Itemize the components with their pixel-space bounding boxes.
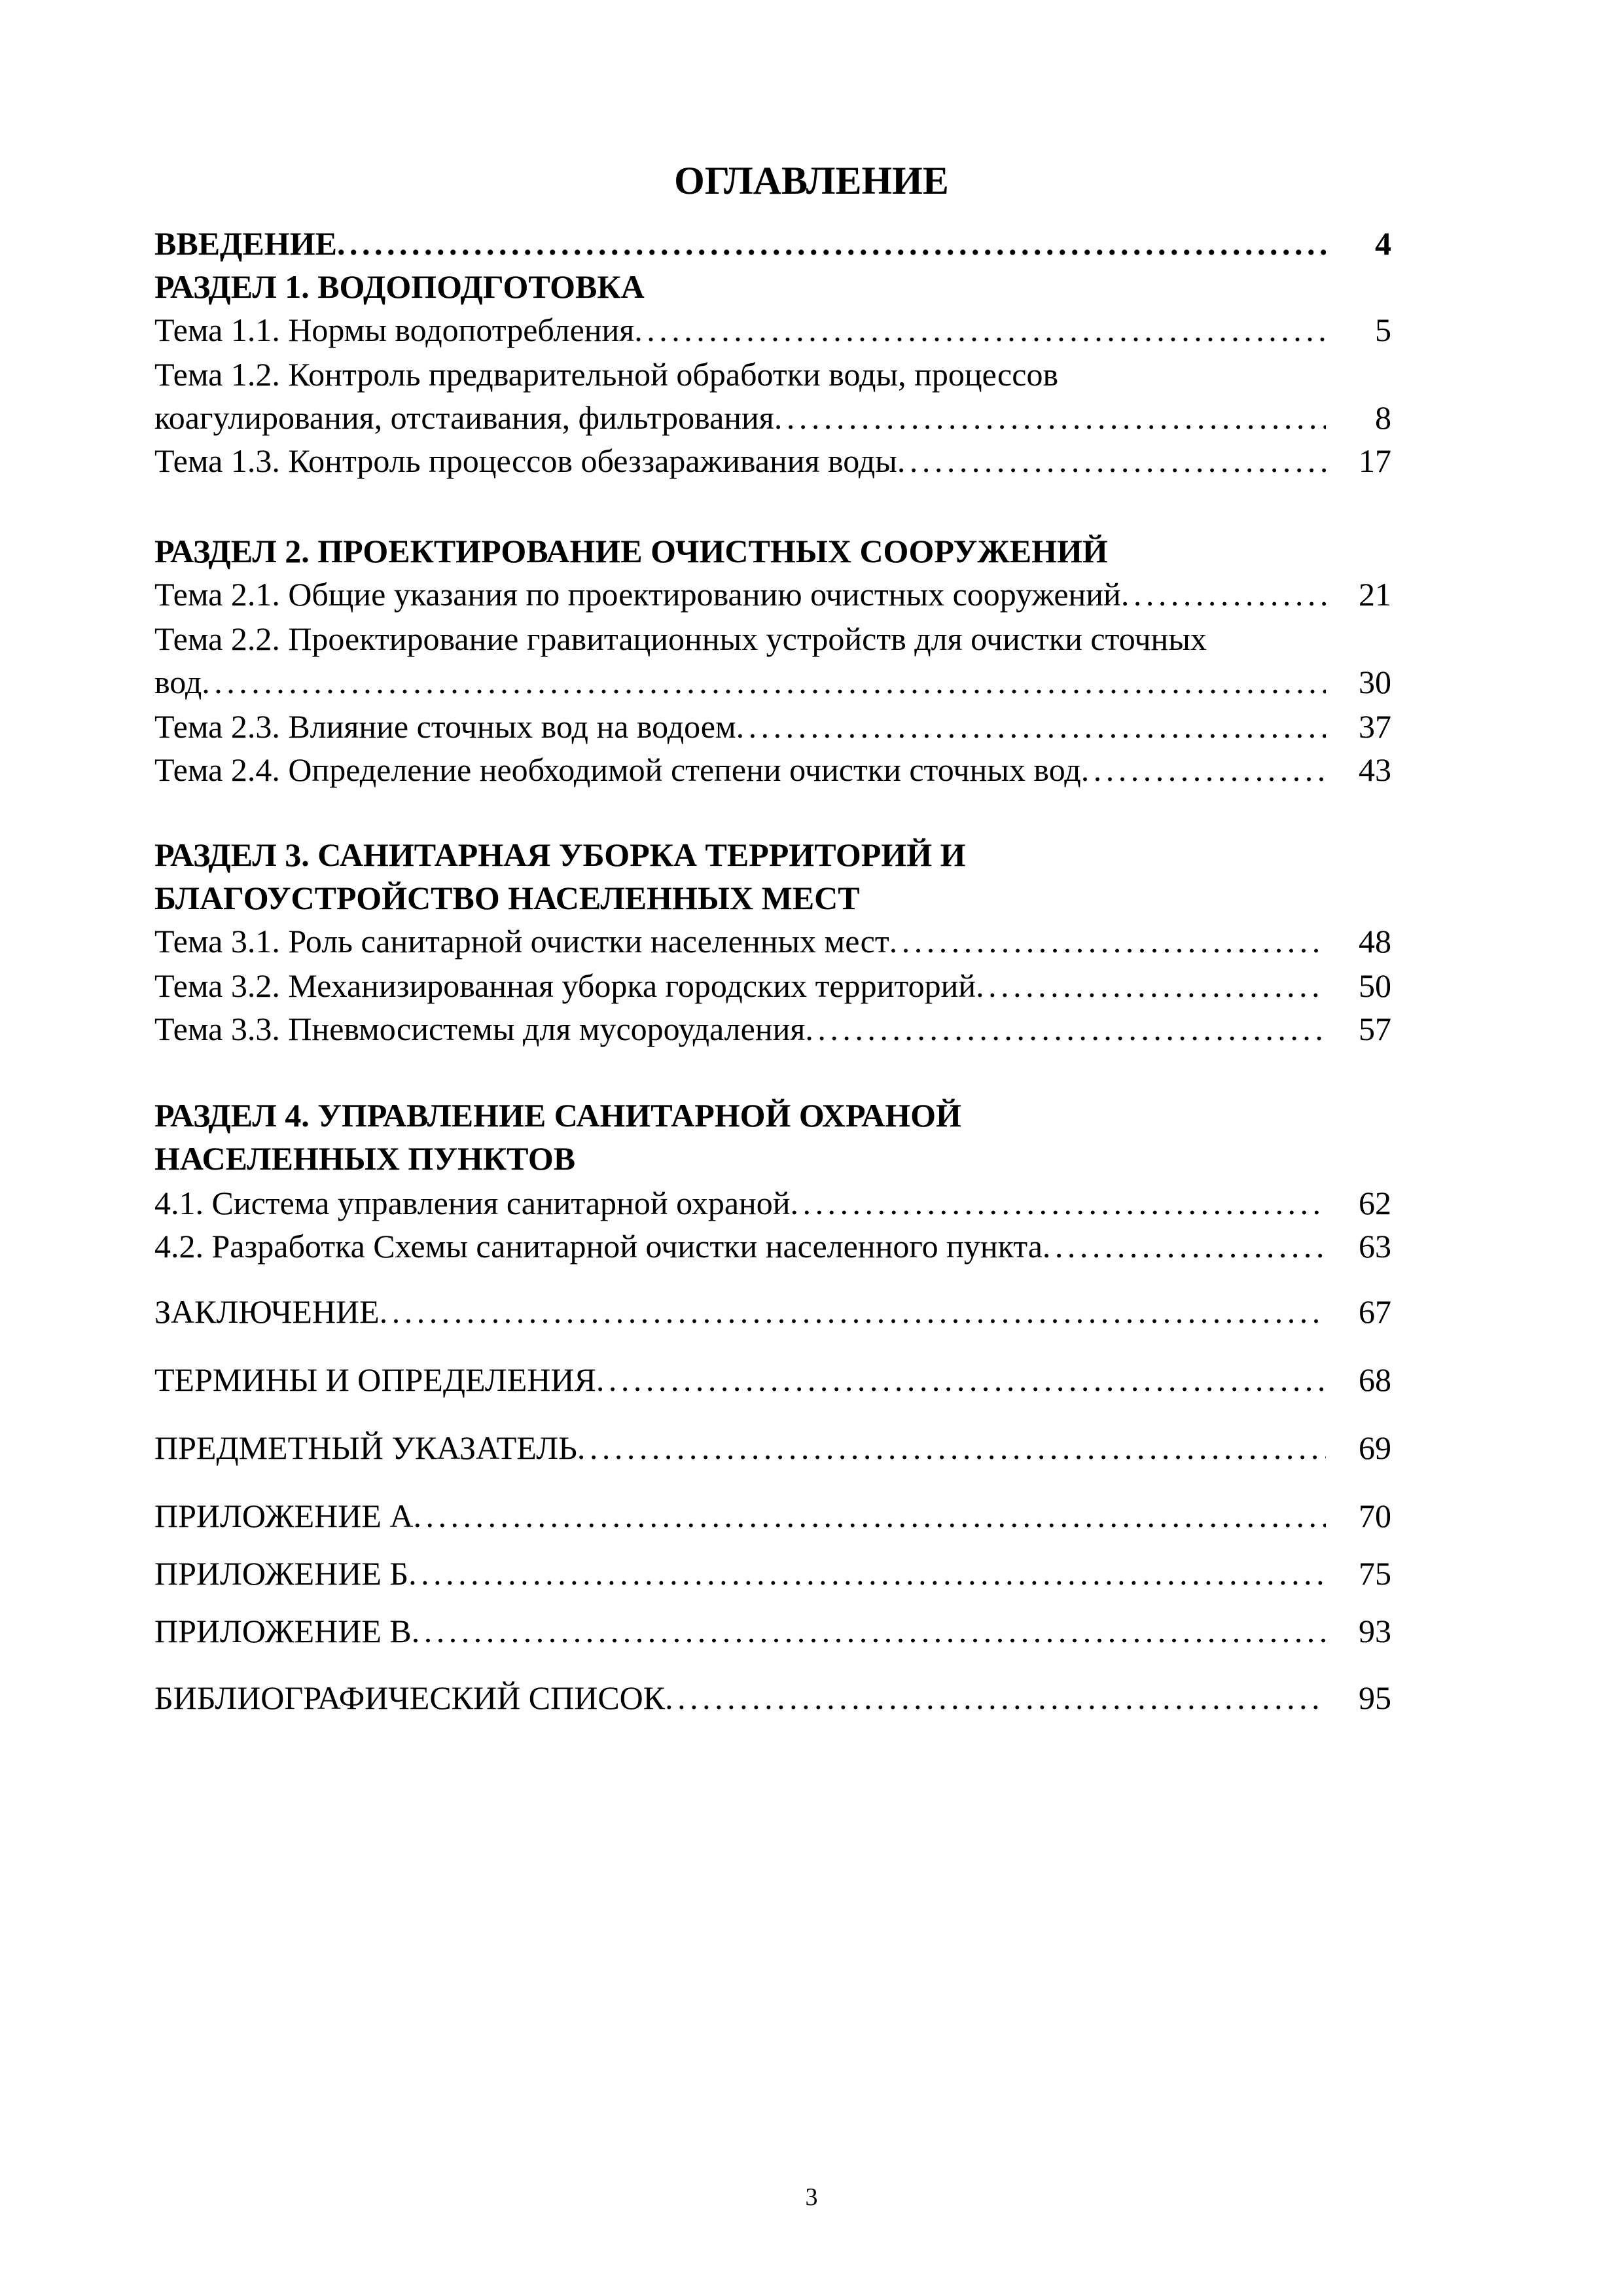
toc-entry-page: 67 [1359,1293,1391,1330]
dot-leader [596,1357,1326,1402]
toc-entry-page: 62 [1359,1185,1391,1221]
section-4-heading-continuation[interactable]: НАСЕЛЕННЫХ ПУНКТОВ [154,1140,576,1177]
toc-entry-bibliography[interactable] [154,1676,1391,1720]
toc-entry-label: 4.1. Система управления санитарной охраной [154,1185,791,1221]
toc-entry-appendix-b[interactable] [154,1551,1391,1596]
toc-entry-2-4[interactable] [154,747,1391,792]
toc-entry-label: Тема 1.3. Контроль процессов обеззараживания воды [154,442,897,479]
toc-entry-page: 37 [1359,708,1391,745]
toc-entry-page: 8 [1375,399,1391,436]
toc-entry-page: 50 [1359,967,1391,1004]
toc-entry-label: ЗАКЛЮЧЕНИЕ [154,1293,380,1330]
dot-leader [634,308,1326,352]
dot-leader [1121,572,1326,617]
toc-entry-label: Тема 2.1. Общие указания по проектированию очистных сооружений [154,576,1121,613]
toc-entry-label: БИБЛИОГРАФИЧЕСКИЙ СПИСОК [154,1679,666,1716]
toc-entry-label: Тема 3.2. Механизированная уборка городских территорий [154,967,976,1004]
toc-entry-2-2[interactable]: Тема 2.2. Проектирование гравитационных устройств для очистки сточных [154,620,1207,657]
dot-leader [380,1289,1326,1334]
toc-entry-label: ПРИЛОЖЕНИЕ А [154,1498,414,1534]
dot-leader [665,1676,1326,1720]
toc-entry-page: 57 [1359,1011,1391,1047]
toc-entry-4-2[interactable] [154,1224,1391,1268]
dot-leader [337,221,1326,266]
dot-leader [736,704,1326,749]
toc-entry-label: Тема 1.1. Нормы водопотребления [154,312,635,348]
toc-entry-page: 70 [1359,1498,1391,1534]
toc-entry-3-2[interactable] [154,963,1391,1008]
toc-entry-terms[interactable] [154,1357,1391,1402]
dot-leader [774,395,1326,440]
dot-leader [897,439,1326,483]
toc-entry-label: ПРИЛОЖЕНИЕ Б [154,1555,409,1592]
dot-leader [1081,747,1326,792]
dot-leader [805,1007,1326,1051]
toc-entry-index[interactable] [154,1426,1391,1470]
toc-entry-label: ТЕРМИНЫ И ОПРЕДЕЛЕНИЯ [154,1361,596,1398]
toc-entry-1-2-continuation[interactable] [154,395,1391,440]
toc-entry-page: 68 [1359,1361,1391,1398]
dot-leader [414,1494,1326,1538]
toc-entry-page: 93 [1359,1613,1391,1649]
toc-entry-label: коагулирования, отстаивания, фильтрования [154,399,774,436]
toc-entry-page: 43 [1359,751,1391,788]
toc-entry-page: 63 [1359,1228,1391,1265]
toc-entry-page: 4 [1375,225,1391,262]
toc-entry-label: ВВЕДЕНИЕ [154,225,337,262]
toc-entry-page: 30 [1359,664,1391,700]
toc-entry-3-3[interactable] [154,1007,1391,1051]
toc-entry-1-2[interactable]: Тема 1.2. Контроль предварительной обработки воды, процессов [154,356,1059,393]
toc-entry-2-3[interactable] [154,704,1391,749]
toc-entry-label: 4.2. Разработка Схемы санитарной очистки населенного пункта [154,1228,1043,1265]
dot-leader [889,919,1326,963]
toc-entry-3-1[interactable] [154,919,1391,963]
toc-entry-appendix-v[interactable] [154,1609,1391,1653]
dot-leader [408,1551,1326,1596]
toc-entry-page: 95 [1359,1679,1391,1716]
toc-entry-page: 5 [1375,312,1391,348]
toc-entry-page: 69 [1359,1429,1391,1466]
toc-entry-label: ПРЕДМЕТНЫЙ УКАЗАТЕЛЬ [154,1429,577,1466]
toc-entry-1-3[interactable] [154,439,1391,483]
toc-entry-label: ПРИЛОЖЕНИЕ В [154,1613,412,1649]
toc-entry-page: 48 [1359,923,1391,960]
dot-leader [976,963,1326,1008]
toc-entry-label: Тема 3.3. Пневмосистемы для мусороудаления [154,1011,806,1047]
toc-entry-appendix-a[interactable] [154,1494,1391,1538]
toc-entry-label: Тема 3.1. Роль санитарной очистки населенных мест [154,923,889,960]
toc-entry-page: 75 [1359,1555,1391,1592]
toc-entry-page: 21 [1359,576,1391,613]
page-title: ОГЛАВЛЕНИЕ [674,159,949,202]
toc-entry-label: Тема 2.3. Влияние сточных вод на водоем [154,708,736,745]
toc-entry-1-1[interactable] [154,308,1391,352]
toc-entry-2-1[interactable] [154,572,1391,617]
dot-leader [791,1181,1326,1225]
toc-entry-label: Тема 2.4. Определение необходимой степени очистки сточных вод [154,751,1081,788]
toc-entry-2-2-continuation[interactable] [154,660,1391,704]
section-3-heading-continuation[interactable]: БЛАГОУСТРОЙСТВО НАСЕЛЕННЫХ МЕСТ [154,880,860,916]
dot-leader [412,1609,1326,1653]
toc-entry-intro[interactable] [154,221,1391,266]
dot-leader [577,1426,1326,1470]
section-3-heading[interactable]: РАЗДЕЛ 3. САНИТАРНАЯ УБОРКА ТЕРРИТОРИЙ И [154,836,966,873]
section-2-heading[interactable]: РАЗДЕЛ 2. ПРОЕКТИРОВАНИЕ ОЧИСТНЫХ СООРУЖЕНИЙ [154,533,1108,569]
section-1-heading[interactable]: РАЗДЕЛ 1. ВОДОПОДГОТОВКА [154,268,645,305]
dot-leader [202,660,1326,704]
toc-entry-4-1[interactable] [154,1181,1391,1225]
section-4-heading[interactable]: РАЗДЕЛ 4. УПРАВЛЕНИЕ САНИТАРНОЙ ОХРАНОЙ [154,1097,961,1134]
dot-leader [1043,1224,1326,1268]
toc-entry-label: вод [154,664,202,700]
page-number: 3 [805,2183,818,2211]
toc-entry-page: 17 [1359,442,1391,479]
toc-entry-conclusion[interactable] [154,1289,1391,1334]
